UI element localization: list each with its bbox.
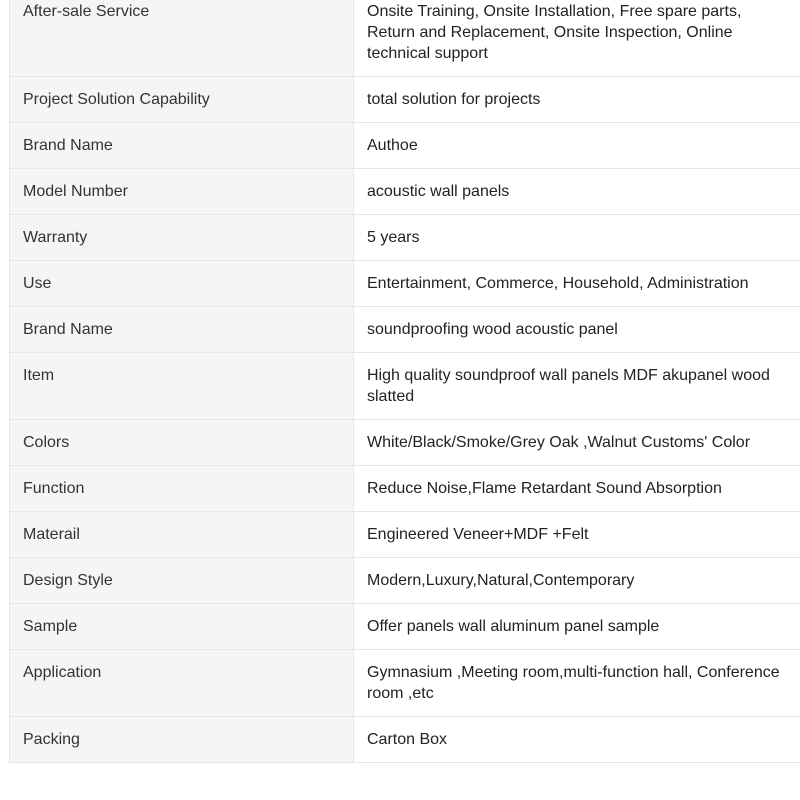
spec-value: total solution for projects bbox=[354, 77, 800, 123]
spec-value: Reduce Noise,Flame Retardant Sound Absorption bbox=[354, 466, 800, 512]
spec-label: Project Solution Capability bbox=[10, 77, 354, 123]
spec-value: soundproofing wood acoustic panel bbox=[354, 307, 800, 353]
table-row bbox=[10, 650, 800, 717]
table-row bbox=[10, 353, 800, 420]
spec-label: Brand Name bbox=[10, 307, 354, 353]
spec-label: Use bbox=[10, 261, 354, 307]
spec-label: Sample bbox=[10, 604, 354, 650]
table-row bbox=[10, 123, 800, 169]
spec-value: Engineered Veneer+MDF +Felt bbox=[354, 512, 800, 558]
spec-label: Packing bbox=[10, 717, 354, 763]
spec-label: Materail bbox=[10, 512, 354, 558]
table-row bbox=[10, 261, 800, 307]
spec-label: Model Number bbox=[10, 169, 354, 215]
spec-label: Application bbox=[10, 650, 354, 717]
spec-label: Item bbox=[10, 353, 354, 420]
spec-value: 5 years bbox=[354, 215, 800, 261]
spec-value: High quality soundproof wall panels MDF akupanel wood slatted bbox=[354, 353, 800, 420]
spec-value: Onsite Training, Onsite Installation, Free spare parts, Return and Replacement, Onsite Inspection, Online technical support bbox=[354, 0, 800, 77]
table-row bbox=[10, 466, 800, 512]
spec-label: Brand Name bbox=[10, 123, 354, 169]
spec-value: Modern,Luxury,Natural,Contemporary bbox=[354, 558, 800, 604]
spec-label: Function bbox=[10, 466, 354, 512]
spec-label: Warranty bbox=[10, 215, 354, 261]
spec-value: acoustic wall panels bbox=[354, 169, 800, 215]
table-row bbox=[10, 420, 800, 466]
table-row bbox=[10, 717, 800, 763]
spec-value: Gymnasium ,Meeting room,multi-function hall, Conference room ,etc bbox=[354, 650, 800, 717]
table-row bbox=[10, 604, 800, 650]
table-row bbox=[10, 169, 800, 215]
table-row bbox=[10, 307, 800, 353]
spec-label: Colors bbox=[10, 420, 354, 466]
table-row bbox=[10, 215, 800, 261]
spec-value: Authoe bbox=[354, 123, 800, 169]
spec-value: White/Black/Smoke/Grey Oak ,Walnut Customs' Color bbox=[354, 420, 800, 466]
table-row bbox=[10, 512, 800, 558]
spec-value: Offer panels wall aluminum panel sample bbox=[354, 604, 800, 650]
product-spec-table bbox=[9, 0, 800, 763]
table-row bbox=[10, 77, 800, 123]
table-row bbox=[10, 0, 800, 77]
spec-value: Entertainment, Commerce, Household, Administration bbox=[354, 261, 800, 307]
table-row bbox=[10, 558, 800, 604]
spec-label: Design Style bbox=[10, 558, 354, 604]
spec-value: Carton Box bbox=[354, 717, 800, 763]
spec-label: After-sale Service bbox=[10, 0, 354, 77]
